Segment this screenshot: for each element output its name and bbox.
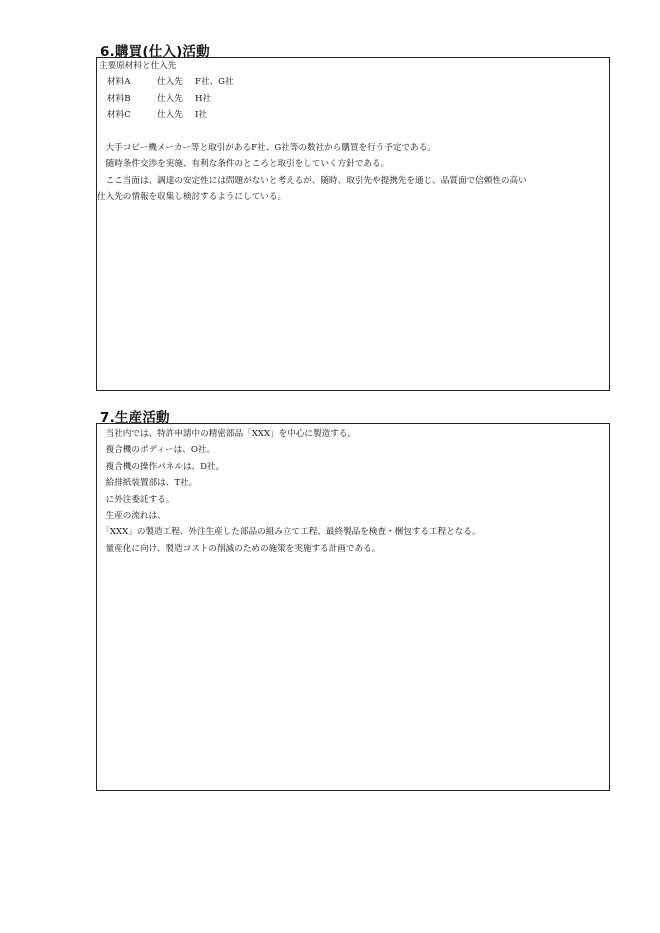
supplier-label: 仕入先 xyxy=(157,110,183,121)
paragraph-line: 量産化に向け、製造コストの削減のための施策を実施する計画である。 xyxy=(97,543,381,554)
material-row xyxy=(97,91,609,107)
paragraph-line: に外注委託する。 xyxy=(97,494,175,505)
materials-title: 主要原材料と仕入先 xyxy=(99,61,177,71)
supplier-name: F社、G社 xyxy=(195,77,234,88)
section6-heading: 6.購買(仕入)活動 xyxy=(100,44,210,60)
spacer xyxy=(97,124,609,140)
paragraph-line: 大手コピー機メーカー等と取引があるF社、G社等の数社から購買を行う予定である。 xyxy=(97,142,436,153)
supplier-name: I社 xyxy=(195,110,207,121)
material-name: 材料B xyxy=(107,93,131,104)
section6-box xyxy=(96,57,610,391)
supplier-label: 仕入先 xyxy=(157,93,183,104)
section7-box xyxy=(96,423,610,791)
paragraph-line: 複合機の操作パネルは、D社。 xyxy=(97,461,225,472)
paragraph-line: ここ当面は、調達の安定性には問題がないと考えるが、随時、取引先や提携先を通じ、品質面で信頼性の高い xyxy=(97,175,527,186)
supplier-label: 仕入先 xyxy=(157,77,183,88)
paragraph-line: 複合機のボディーは、O社。 xyxy=(97,445,216,456)
material-row xyxy=(97,107,609,123)
paragraph-line: 「XXX」の製造工程、外注生産した部品の組み立て工程、最終製品を検査・梱包する工程となる。 xyxy=(97,527,481,538)
section7-heading: 7.生産活動 xyxy=(100,410,170,426)
supplier-name: H社 xyxy=(195,93,212,104)
material-name: 材料A xyxy=(107,77,131,88)
paragraph-line: 生産の流れは、 xyxy=(97,510,166,521)
material-row xyxy=(97,74,609,90)
paragraph-line: 当社内では、特許申請中の精密部品「XXX」を中心に製造する。 xyxy=(97,429,356,439)
paragraph-line: 随時条件交渉を実施、有利な条件のところと取引をしていく方針である。 xyxy=(97,159,390,170)
material-name: 材料C xyxy=(107,110,131,121)
paragraph-line: 給排紙装置部は、T社。 xyxy=(97,478,198,489)
paragraph-line: 仕入先の情報を収集し検討するようにしている。 xyxy=(97,192,287,203)
